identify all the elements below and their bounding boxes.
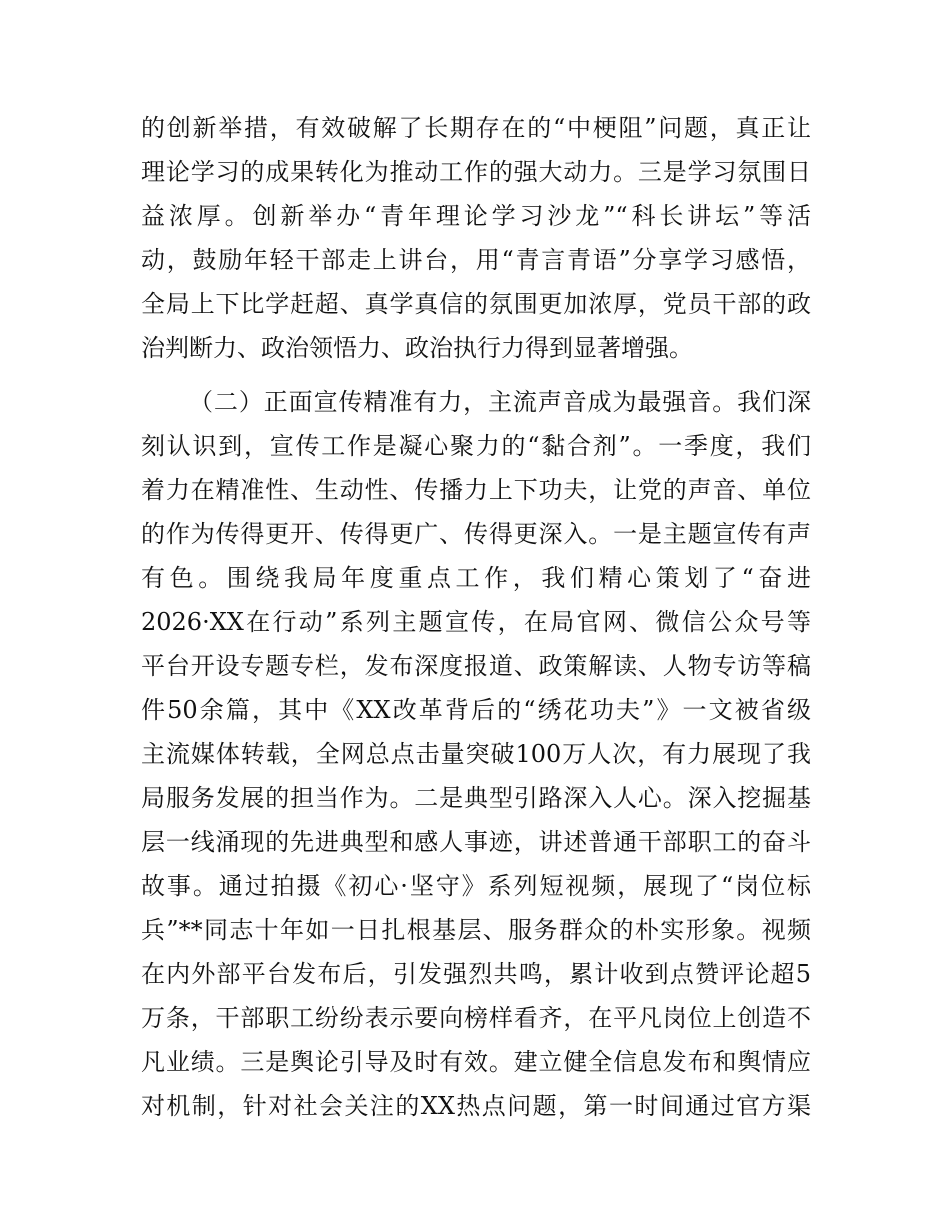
paragraph-2-line: 件50余篇，其中《XX改革背后的“绣花功夫”》一文被省级 [141,696,811,724]
paragraph-2-line: 的作为传得更开、传得更广、传得更深入。一是主题宣传有声 [141,520,811,548]
paragraph-1-line: 的创新举措，有效破解了长期存在的“中梗阻”问题，真正让 [141,114,811,142]
paragraph-2-line: 对机制，针对社会关注的XX热点问题，第一时间通过官方渠 [141,1092,811,1120]
paragraph-2-line: 凡业绩。三是舆论引导及时有效。建立健全信息发布和舆情应 [141,1048,811,1076]
paragraph-1-line: 治判断力、政治领悟力、政治执行力得到显著增强。 [141,334,693,362]
paragraph-2-line: 着力在精准性、生动性、传播力上下功夫，让党的声音、单位 [141,476,811,504]
paragraph-2-line: 万条，干部职工纷纷表示要向榜样看齐，在平凡岗位上创造不 [141,1004,811,1032]
paragraph-2-line: 平台开设专题专栏，发布深度报道、政策解读、人物专访等稿 [141,652,811,680]
paragraph-2-line: 2026·XX在行动”系列主题宣传，在局官网、微信公众号等 [141,608,811,636]
paragraph-2-line: 层一线涌现的先进典型和感人事迹，讲述普通干部职工的奋斗 [141,828,811,856]
paragraph-1-line: 理论学习的成果转化为推动工作的强大动力。三是学习氛围日 [141,158,811,186]
paragraph-2-line: 局服务发展的担当作为。二是典型引路深入人心。深入挖掘基 [141,784,811,812]
paragraph-2-line: 兵”**同志十年如一日扎根基层、服务群众的朴实形象。视频 [141,916,811,944]
paragraph-2-line: 故事。通过拍摄《初心·坚守》系列短视频，展现了“岗位标 [141,872,811,900]
paragraph-2-line: 有色。围绕我局年度重点工作，我们精心策划了“奋进 [141,564,811,592]
paragraph-2-line: （二）正面宣传精准有力，主流声音成为最强音。我们深 [189,388,811,416]
paragraph-1-line: 动，鼓励年轻干部走上讲台，用“青言青语”分享学习感悟， [141,246,811,274]
paragraph-1-line: 全局上下比学赶超、真学真信的氛围更加浓厚，党员干部的政 [141,290,811,318]
paragraph-2-line: 在内外部平台发布后，引发强烈共鸣，累计收到点赞评论超5 [141,960,811,988]
paragraph-2-line: 主流媒体转载，全网总点击量突破100万人次，有力展现了我 [141,740,811,768]
paragraph-2-line: 刻认识到，宣传工作是凝心聚力的“黏合剂”。一季度，我们 [141,432,811,460]
paragraph-1-line: 益浓厚。创新举办“青年理论学习沙龙”“科长讲坛”等活 [141,202,811,230]
